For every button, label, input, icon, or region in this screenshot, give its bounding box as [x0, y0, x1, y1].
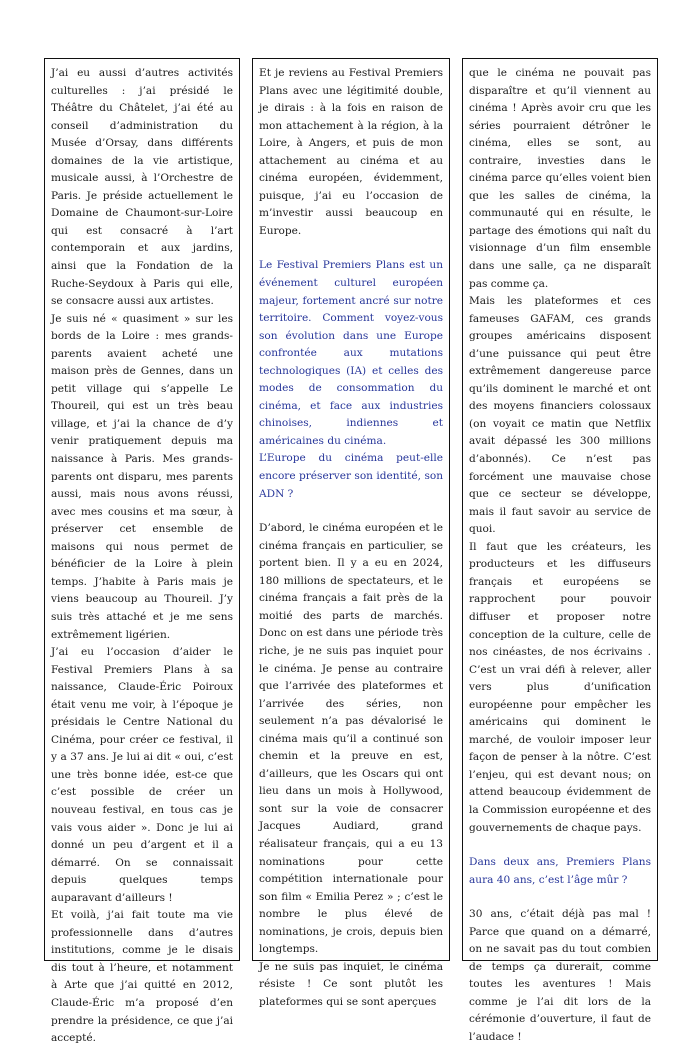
- article-page: [44, 58, 658, 1045]
- paragraph: Je suis né « quasiment » sur les bords de la Loire : mes grands-parents avaient acheté une maison près de Gennes, dans un petit village qui s’appelle Le Thoureil, qui est un très beau village, et j’ai la chance de d’y venir pratiquement depuis ma naissance à Paris. Mes grands-parents ont disparu, mes parents aussi, mais nous avons réussi, avec mes cousins et ma sœur, à préserver cet ensemble de maisons qui nous permet de bénéficier de la Loire à plein temps. J’habite à Paris mais je viens beaucoup au Thoureil. J’y suis très attaché et je me sens extrêmement ligérien.: [51, 312, 233, 641]
- column-middle: [252, 58, 450, 1008]
- spacer: [469, 837, 651, 854]
- interview-question: L’Europe du cinéma peut-elle encore préserver son identité, son ADN ?: [259, 452, 443, 500]
- paragraph: D’abord, le cinéma européen et le cinéma français en particulier, se portent bien. Il y a eu en 2024, 180 millions de spectateurs, et le cinéma français a fait près de la moitié des parts de marchés. Donc on est dans une période très riche, je ne suis pas inquiet pour le cinéma. Je pense au contraire que l’arrivée des plateformes et l’arrivée des séries, non seulement n’a pas dévalorisé le cinéma mais qu’il a continué son chemin et la preuve en est, d’ailleurs, que les Oscars qui ont lieu dans un mois à Hollywood, sont sur la voie de consacrer Jacques Audiard, grand réalisateur français, qui a eu 13 nominations pour cette compétition internationale pour son film « Emilia Perez » ; c’est le nombre le plus élevé de nominations, je crois, depuis bien longtemps.: [259, 522, 443, 956]
- paragraph: Et voilà, j’ai fait toute ma vie professionnelle dans d’autres institutions, comme je le disais dis tout à l’heure, et notamment à Arte que j’ai quitté en 2012, Claude-Éric m’a proposé d’en prendre la présidence, ce que j’ai accepté.: [51, 909, 233, 1045]
- paragraph: Il faut que les créateurs, les producteurs et les diffuseurs français et européens se rapprochent pour pouvoir diffuser et proposer notre conception de la culture, celle de nos cinéastes, de nos écrivains . C’est un vrai défi à relever, aller vers plus d’unification européenne pour empêcher les américains qui dominent le marché, de vouloir imposer leur façon de penser à la nôtre. C’est l’enjeu, qui est devant nous; on attend beaucoup évidemment de la Commission européenne et des gouvernements de chaque pays.: [469, 540, 651, 834]
- paragraph: que le cinéma ne pouvait pas disparaître et qu’il viennent au cinéma ! Après avoir cru que les séries pourraient détrôner le cinéma, elles se sont, au contraire, investies dans le cinéma parce qu’elles voient bien que les salles de cinéma, la communauté qui en résulte, le partage des émotions qui naît du visionnage d’un film ensemble dans une salle, ça ne disparaît pas comme ça.: [469, 67, 651, 290]
- interview-question: Le Festival Premiers Plans est un événement culturel européen majeur, fortement ancré sur notre territoire. Comment voyez-vous son évolution dans une Europe confrontée aux mutations technologiques (IA) et celles des modes de consommation du cinéma, et face aux industries chinoises, indiennes et américaines du cinéma.: [259, 259, 443, 447]
- paragraph: J’ai eu l’occasion d’aider le Festival Premiers Plans à sa naissance, Claude-Éric Poiroux était venu me voir, à l’époque je présidais le Centre National du Cinéma, pour créer ce festival, il y a 37 ans. Je lui ai dit « oui, c’est une très bonne idée, est-ce que c’est possible de créer un nouveau festival, en tous cas je vais vous aider ». Donc je lui ai donné un peu d’argent et il a démarré. On se connaissait depuis quelques temps auparavant d’ailleurs !: [51, 646, 233, 904]
- column-left: [44, 58, 240, 1045]
- spacer: [469, 889, 651, 906]
- column-right: [462, 58, 658, 1043]
- paragraph: Et je reviens au Festival Premiers Plans avec une légitimité double, je dirais : à la fois en raison de mon attachement à la région, à la Loire, à Angers, et puis de mon attachement au cinéma et au cinéma européen, évidemment, puisque, j’ai eu l’occasion de m’investir aussi beaucoup en Europe.: [259, 67, 443, 237]
- spacer: [259, 503, 443, 520]
- paragraph: Mais les plateformes et ces fameuses GAFAM, ces grands groupes américains disposent d’une puissance qui peut être extrêmement dangereuse parce qu’ils dominent le marché et ont des moyens financiers colossaux (on voyait ce matin que Netflix avait dépassé les 300 millions d’abonnés). Ce n’est pas forcément une mauvaise chose que ce secteur se développe, mais il faut savoir au service de quoi.: [469, 295, 651, 536]
- interview-question: Dans deux ans, Premiers Plans aura 40 ans, c’est l’âge mûr ?: [469, 856, 651, 886]
- paragraph: J’ai eu aussi d’autres activités culturelles : j’ai présidé le Théâtre du Châtelet, j’ai été au conseil d’administration du Musée d’Orsay, dans différents domaines de la vie artistique, musicale aussi, à l’Orchestre de Paris. Je préside actuellement le Domaine de Chaumont-sur-Loire qui est consacré à l’art contemporain et aux jardins, ainsi que la Fondation de la Ruche-Seydoux à Paris qui elle, se consacre aussi aux artistes.: [51, 67, 233, 308]
- paragraph: Je ne suis pas inquiet, le cinéma résiste ! Ce sont plutôt les plateformes qui se sont aperçues: [259, 960, 443, 1008]
- paragraph: 30 ans, c’était déjà pas mal ! Parce que quand on a démarré, on ne savait pas du tout combien de temps ça durerait, comme toutes les aventures ! Mais comme je l’ai dit lors de la cérémonie d’ouverture, il faut de l’audace !: [469, 908, 651, 1043]
- spacer: [259, 240, 443, 257]
